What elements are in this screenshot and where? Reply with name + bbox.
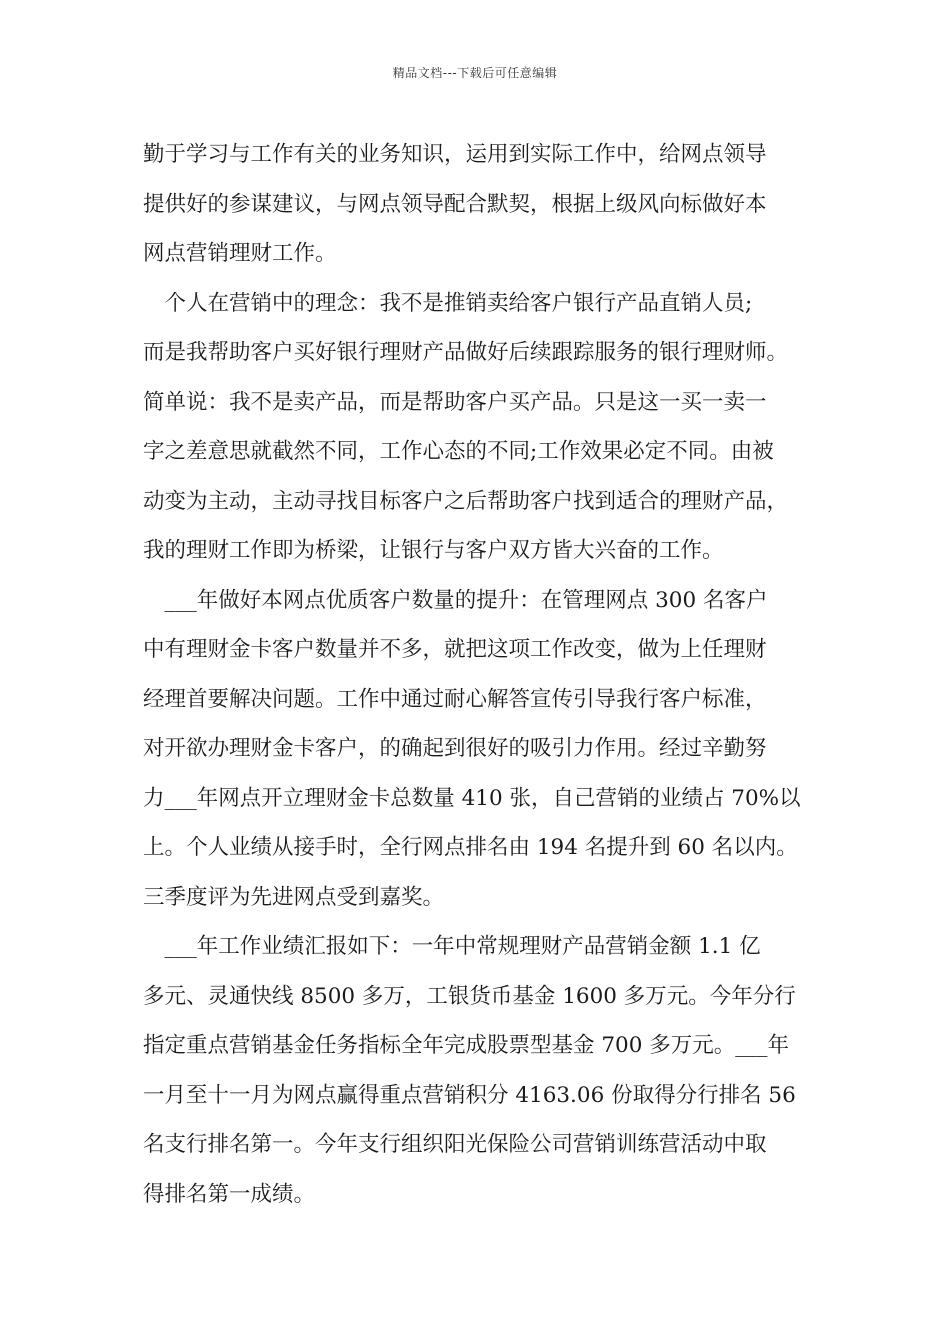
page-header: 精品文档---下载后可任意编辑 — [392, 66, 558, 80]
paragraph-2 — [143, 279, 811, 576]
text-line: 字之差意思就截然不同，工作心态的不同;工作效果必定不同。由被 — [143, 439, 774, 464]
text-line: ___年工作业绩汇报如下：一年中常规理财产品营销金额 1.1 亿 — [143, 934, 761, 959]
text-line: 对开欲办理财金卡客户，的确起到很好的吸引力作用。经过辛勤努 — [143, 736, 767, 761]
text-line: 个人在营销中的理念：我不是推销卖给客户银行产品直销人员; — [143, 290, 753, 316]
text-line: 力___年网点开立理财金卡总数量 410 张，自己营销的业绩占 70%以 — [143, 785, 801, 811]
text-line: 我的理财工作即为桥梁，让银行与客户双方皆大兴奋的工作。 — [143, 538, 724, 563]
text-line: ___年做好本网点优质客户数量的提升：在管理网点 300 名客户 — [143, 587, 768, 613]
text-line: 勤于学习与工作有关的业务知识，运用到实际工作中，给网点领导 — [143, 142, 767, 167]
text-line: 中有理财金卡客户数量并不多，就把这项工作改变，做为上任理财 — [143, 637, 767, 662]
text-line: 而是我帮助客户买好银行理财产品做好后续跟踪服务的银行理财师。 — [143, 340, 789, 365]
text-line: 经理首要解决问题。工作中通过耐心解答宣传引导我行客户标准， — [143, 686, 767, 712]
text-line: 上。个人业绩从接手时，全行网点排名由 194 名提升到 60 名以内。 — [143, 835, 798, 860]
text-line: 网点营销理财工作。 — [143, 241, 337, 266]
paragraph-3 — [143, 576, 811, 923]
text-line: 得排名第一成绩。 — [143, 1181, 316, 1207]
text-line: 名支行排名第一。今年支行组织阳光保险公司营销训练营活动中取 — [143, 1132, 767, 1157]
text-line: 简单说：我不是卖产品，而是帮助客户买产品。只是这一买一卖一 — [143, 389, 767, 415]
text-line: 动变为主动，主动寻找目标客户之后帮助客户找到适合的理财产品， — [143, 488, 789, 514]
text-line: 多元、灵通快线 8500 多万，工银货币基金 1600 多万元。今年分行 — [143, 983, 796, 1009]
text-line: 一月至十一月为网点赢得重点营销积分 4163.06 份取得分行排名 56 — [143, 1082, 796, 1108]
text-line: 提供好的参谋建议，与网点领导配合默契，根据上级风向标做好本 — [143, 191, 767, 217]
text-line: 三季度评为先进网点受到嘉奖。 — [143, 884, 445, 910]
text-line: 指定重点营销基金任务指标全年完成股票型基金 700 多万元。___年 — [143, 1033, 789, 1058]
paragraph-1 — [143, 130, 811, 279]
paragraph-4 — [143, 922, 811, 1219]
document-body — [143, 130, 811, 1219]
